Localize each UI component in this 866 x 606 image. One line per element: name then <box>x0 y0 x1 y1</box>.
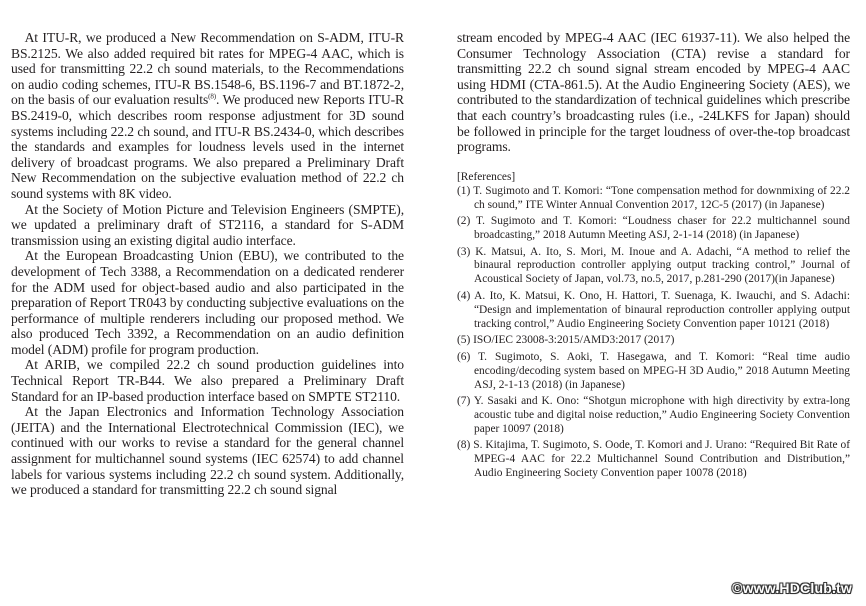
paragraph-jeita-iec-continued: stream encoded by MPEG-4 AAC (IEC 61937-11). We also helped the Consumer Technology Association (CTA) revise a standard for transmitting 22.2 ch sound signal stream encoded by MPEG-4 AAC using HDMI (CTA-861.5). At the Audio Engineering Society (AES), we contributed to the standardization of technical guidelines which prescribe that each country’s broadcasting rules (i.e., -24LKFS for Japan) should be followed in principle for the target loudness of over-the-top broadcast programs. <box>457 30 850 155</box>
left-column <box>11 30 404 498</box>
paragraph-itu-r-text-b: . We produced new Reports ITU-R BS.2419-0, which describes room response adjustment for 3D sound systems including 22.2 ch sound, and ITU-R BS.2434-0, which describes the standards and examples for loudness levels used in the internet delivery of broadcast programs. We also prepared a Preliminary Draft New Recommendation on the subjective evaluation method of 22.2 ch sound systems with 8K video. <box>11 92 404 201</box>
citation-superscript: (8) <box>208 92 217 101</box>
right-column <box>457 30 850 484</box>
paragraph-itu-r <box>11 30 404 202</box>
reference-item: (6) T. Sugimoto, S. Aoki, T. Hasegawa, and T. Komori: “Real time audio encoding/decoding system based on MPEG-H 3D Audio,” 2018 Autumn Meeting ASJ, 2-1-13 (2018) (in Japanese) <box>457 350 850 391</box>
paragraph-ebu: At the European Broadcasting Union (EBU), we contributed to the development of Tech 3388, a Recommendation on a dedicated renderer for the ADM used for object-based audio and also participated in the preparation of Report TR043 by conducting subjective evaluations on the performance of multiple renderers including our proposed method. We also produced Tech 3392, a Recommendation on an audio definition model (ADM) profile for program production. <box>11 248 404 357</box>
reference-item: (5) ISO/IEC 23008-3:2015/AMD3:2017 (2017) <box>457 334 675 347</box>
paragraph-arib: At ARIB, we compiled 22.2 ch sound production guidelines into Technical Report TR-B44. We also prepared a Preliminary Draft Standard for an IP-based production interface based on SMPTE ST2110. <box>11 357 404 404</box>
paragraph-itu-r-text-a: At ITU-R, we produced a New Recommendation on S-ADM, ITU-R BS.2125. We also added required bit rates for MPEG-4 AAC, which is used for transmitting 22.2 ch sound materials, to the Recommendations on audio coding schemes, ITU-R BS.1548-6, BS.1196-7 and BT.1872-2, on the basis of our evaluation results <box>11 30 404 108</box>
references-section <box>457 170 850 481</box>
reference-item: (2) T. Sugimoto and T. Komori: “Loudness chaser for 22.2 multichannel sound broadcasting,” 2018 Autumn Meeting ASJ, 2-1-14 (2018) (in Japanese) <box>457 215 850 242</box>
reference-item: (7) Y. Sasaki and K. Ono: “Shotgun microphone with high directivity by extra-long acoustic tube and digital noise reduction,” Audio Engineering Society Convention paper 10097 (2018) <box>457 395 850 435</box>
paragraph-smpte: At the Society of Motion Picture and Television Engineers (SMPTE), we updated a preliminary draft of ST2116, a standard for S-ADM transmission using an existing digital audio interface. <box>11 201 404 248</box>
reference-item: (8) S. Kitajima, T. Sugimoto, S. Oode, T. Komori and J. Urano: “Required Bit Rate of MPEG-4 AAC for 22.2 Multichannel Sound Contribution and Distribution,” Audio Engineering Society Convention paper 10078 (2018) <box>457 439 850 480</box>
references-title: [References] <box>457 170 516 183</box>
reference-item: (1) T. Sugimoto and T. Komori: “Tone compensation method for downmixing of 22.2 ch sound,” ITE Winter Annual Convention 2017, 12C-5 (2017) (in Japanese) <box>457 184 850 211</box>
reference-item: (3) K. Matsui, A. Ito, S. Mori, M. Inoue and A. Adachi, “A method to relief the binaural reproduction controller applying output tracking control,” Journal of Acoustical Society of Japan, vol.73, no.5, 2017, p.281-290 (2017)(in Japanese) <box>457 245 850 286</box>
paragraph-jeita-iec: At the Japan Electronics and Information Technology Association (JEITA) and the International Electrotechnical Commission (IEC), we continued with our works to revise a standard for the general channel assignment for multichannel sound systems (IEC 62574) to add channel labels for various systems including 22.2 ch sound system. Additionally, we produced a standard for transmitting 22.2 ch sound signal <box>11 404 404 498</box>
reference-item: (4) A. Ito, K. Matsui, K. Ono, H. Hattori, T. Suenaga, K. Iwauchi, and S. Adachi: “Design and implementation of binaural reproduction controller applying output tracking control,” Audio Engineering Society Convention paper 10121 (2018) <box>457 289 850 330</box>
watermark-text: ©www.HDClub.tw <box>732 580 852 596</box>
